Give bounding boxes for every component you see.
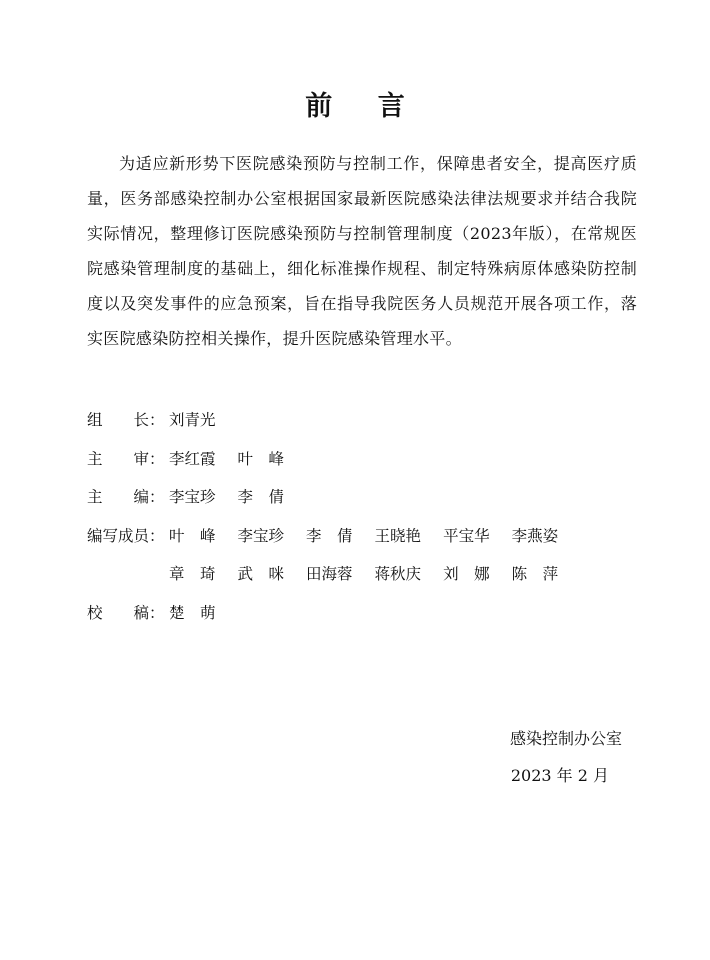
staff-name: 李 倩	[306, 526, 353, 545]
staff-name: 田海蓉	[306, 565, 353, 583]
staff-label: 校 稿：	[87, 603, 165, 622]
staff-names	[169, 408, 238, 430]
staff-label: 主 审：	[87, 449, 165, 468]
staff-name: 叶 峰	[169, 526, 216, 545]
staff-name: 章 琦	[169, 565, 216, 583]
staff-name: 刘 娜	[443, 565, 490, 583]
staff-row-proofreader	[87, 601, 647, 640]
staff-row-members-continued	[87, 562, 647, 601]
staff-name: 李 倩	[237, 488, 285, 506]
staff-label: 组 长：	[87, 411, 165, 429]
staff-name: 李红霞	[169, 449, 216, 468]
staff-row-editor	[87, 485, 647, 524]
staff-row-leader	[87, 408, 647, 447]
signature-date: 2023 年 2 月	[510, 766, 609, 785]
staff-name: 平宝华	[443, 526, 490, 545]
page-title: 前 言	[305, 91, 423, 122]
staff-name: 李燕姿	[511, 526, 559, 545]
staff-name: 楚 萌	[169, 603, 216, 622]
staff-names	[169, 485, 306, 507]
staff-row-members	[87, 524, 647, 563]
staff-names	[169, 601, 238, 623]
staff-label: 编写成员：	[87, 526, 165, 545]
staff-name: 李宝珍	[169, 488, 216, 506]
staff-name: 王晓艳	[374, 526, 422, 545]
staff-name: 李宝珍	[237, 526, 285, 545]
staff-row-reviewer	[87, 447, 647, 486]
staff-label: 主 编：	[87, 488, 165, 506]
staff-name: 陈 萍	[511, 565, 559, 583]
staff-name: 叶 峰	[237, 449, 285, 468]
signature-organization: 感染控制办公室	[509, 729, 622, 748]
staff-name: 蒋秋庆	[374, 565, 422, 583]
staff-name: 刘青光	[169, 411, 216, 429]
staff-name: 武 咪	[237, 565, 285, 583]
staff-names	[169, 562, 580, 584]
staff-names	[169, 524, 580, 546]
preface-paragraph: 为适应新形势下医院感染预防与控制工作，保障患者安全，提高医疗质量，医务部感染控制办公室根据国家最新医院感染法律法规要求并结合我院实际情况，整理修订医院感染预防与控制管理制度（2023年版），在常规医院感染管理制度的基础上，细化标准操作规程、制定特殊病原体感染防控制度以及突发事件的应急预案，旨在指导我院医务人员规范开展各项工作，落实医院感染防控相关操作，提升医院感染管理水平。	[87, 154, 637, 348]
staff-list	[87, 408, 647, 639]
staff-names	[169, 447, 306, 469]
